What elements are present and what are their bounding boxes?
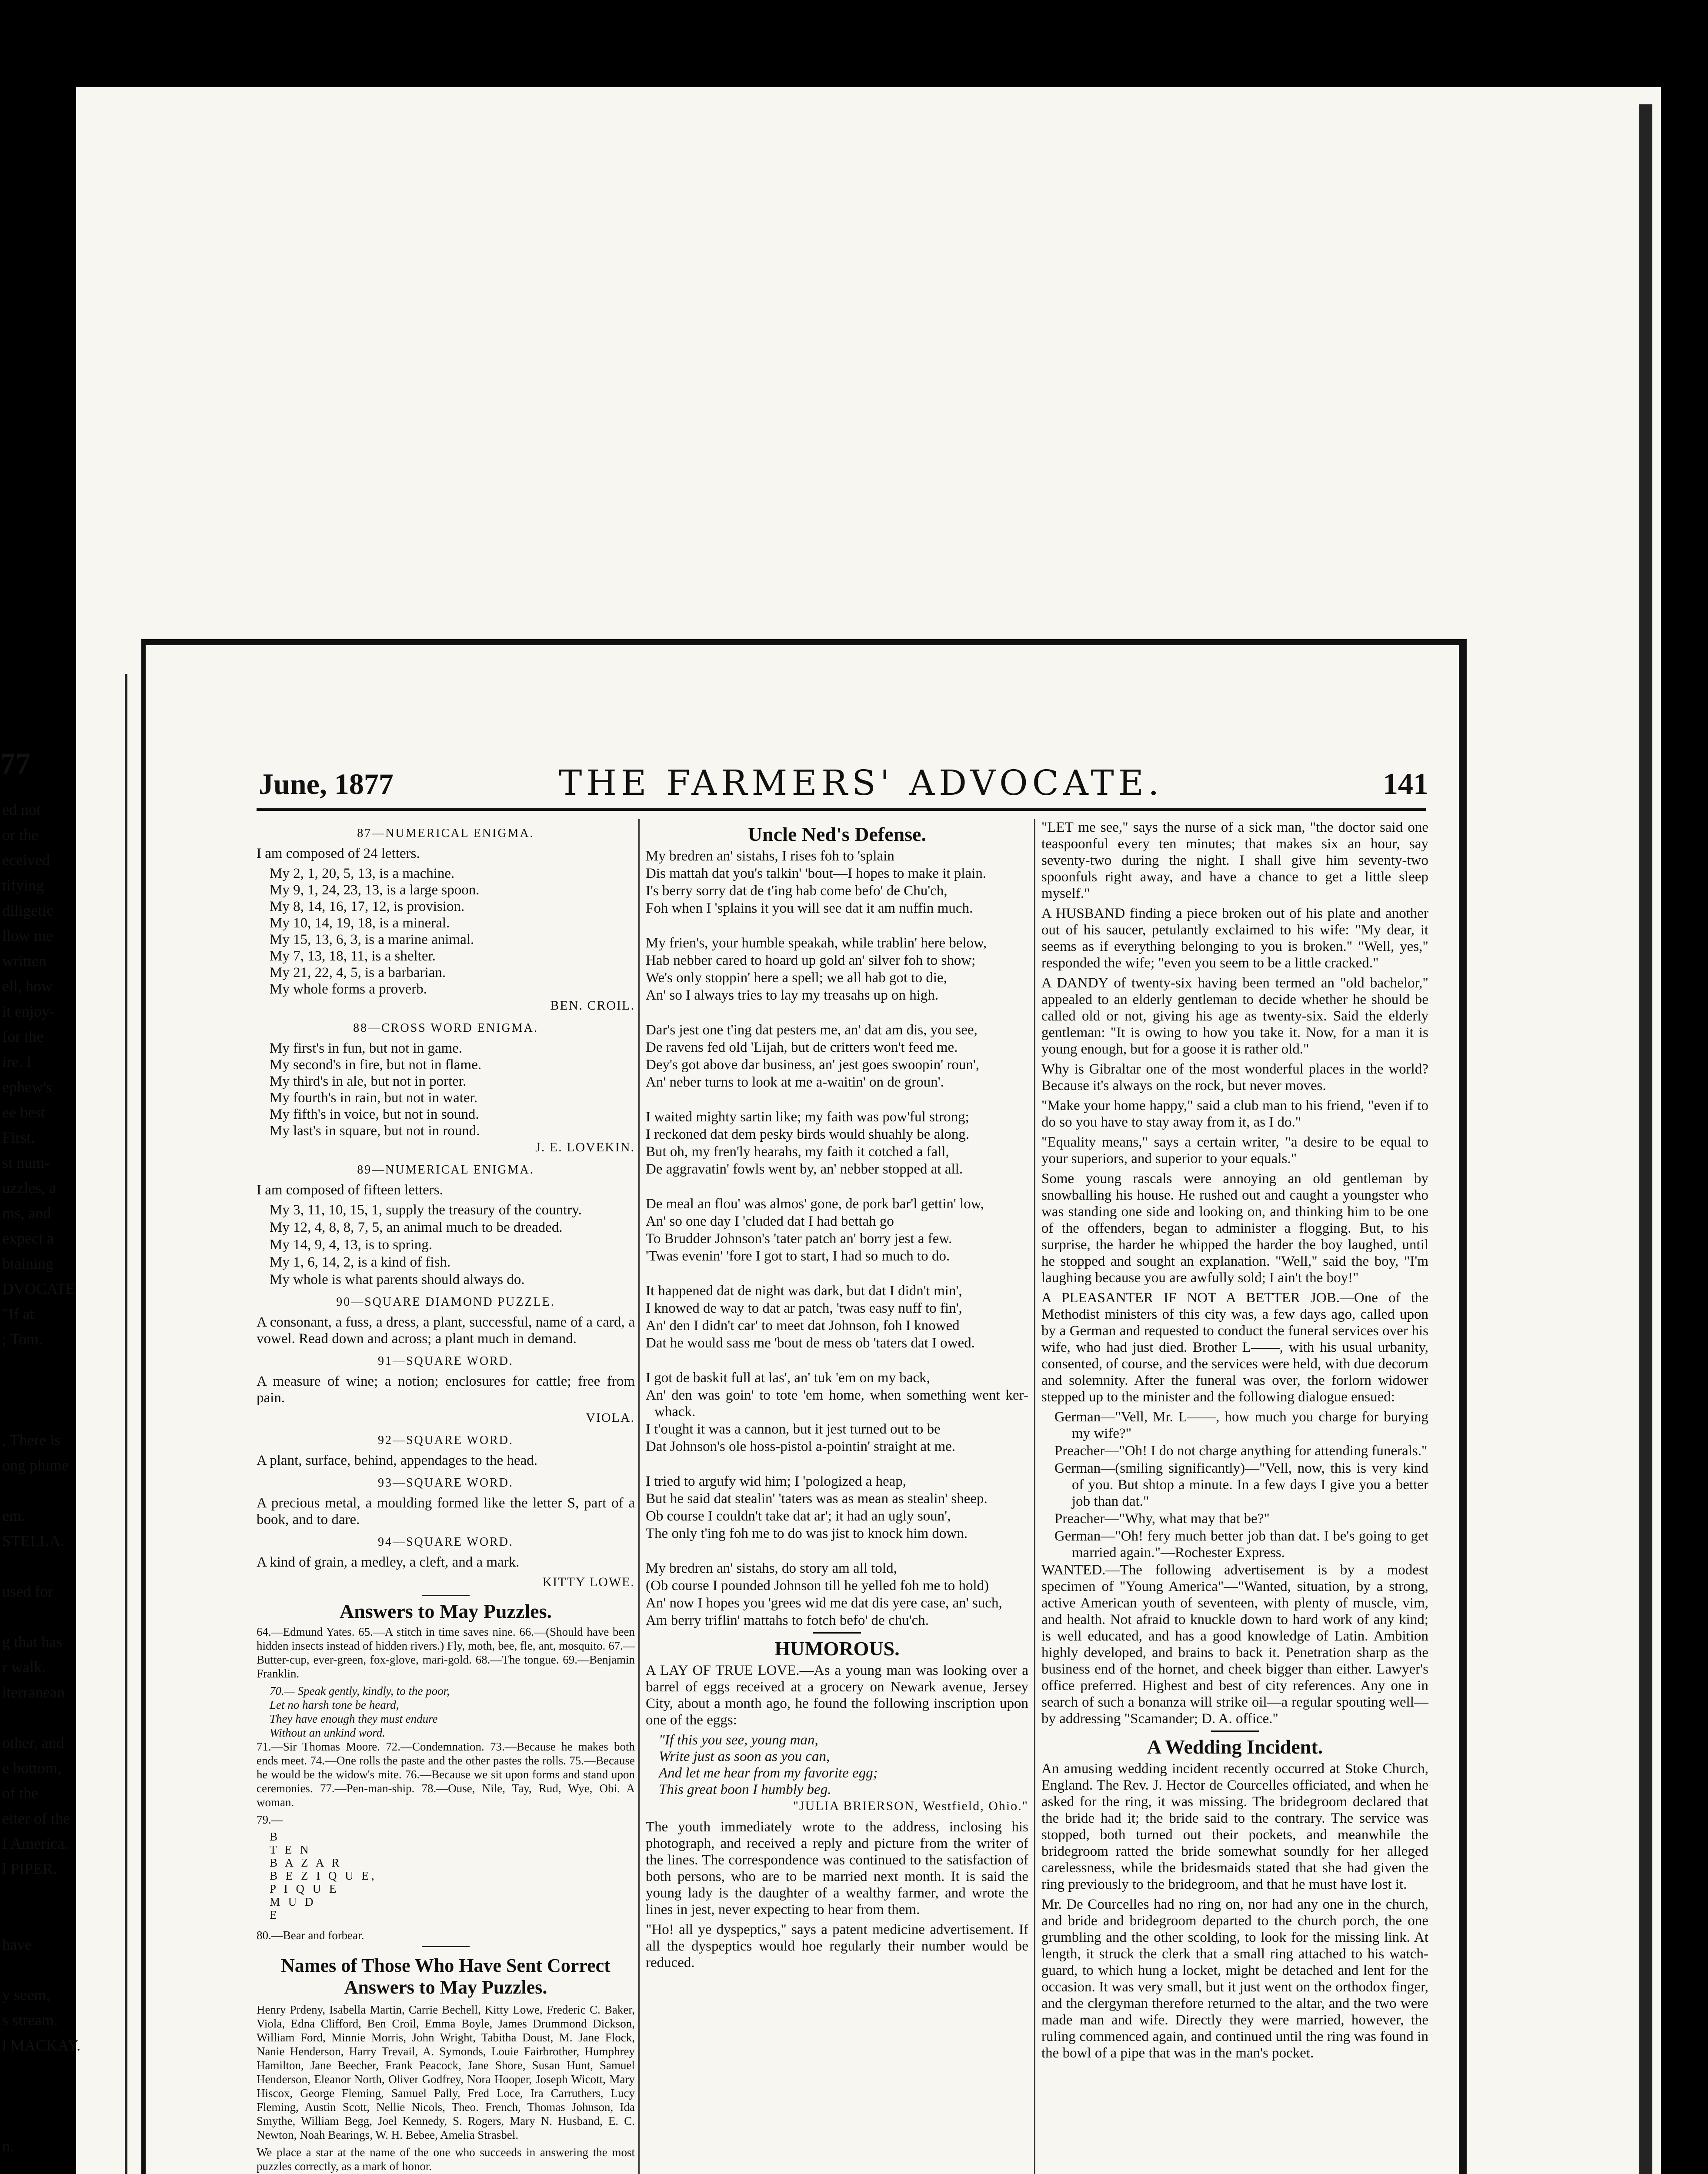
- masthead: [259, 763, 1428, 810]
- issue-date: June, 1877: [259, 767, 394, 800]
- puzzle-line: My 2, 1, 20, 5, 13, is a machine.: [270, 866, 455, 881]
- puzzle-line: My fourth's in rain, but not in water.: [270, 1090, 477, 1106]
- answers-text: 64.—Edmund Yates. 65.—A stitch in time saves nine. 66.—(Should have been hidden insects instead of hidden rivers.) Fly, moth, bee, fle, ant, mosquito. 67.—Butter-cup, ever-green, fox-glove, mari-gold. 68.—The tongue. 69.—Benjamin Franklin.: [257, 1625, 635, 1680]
- section-divider: [1211, 1731, 1259, 1732]
- previous-page-text: st num-: [2, 1154, 50, 1171]
- dialogue-line: German—"Oh! fery much better job than dat. I be's going to get married again."—Rochester Express.: [1054, 1528, 1428, 1560]
- dialogue-line: Preacher—"Oh! I do not charge anything for attending funerals.": [1054, 1443, 1428, 1459]
- puzzle-intro: I am composed of fifteen letters.: [257, 1182, 443, 1198]
- poem-line: Dis mattah dat you's talkin' 'bout—I hopes to make it plain.: [646, 866, 987, 881]
- previous-page-text: tifying: [2, 877, 44, 894]
- anecdote: Why is Gibraltar one of the most wonderful places in the world? Because it's always on the rock, but never moves.: [1041, 1061, 1428, 1094]
- poem-line: It happened dat de night was dark, but dat I didn't min',: [646, 1283, 962, 1299]
- previous-page-text: "If at: [2, 1305, 34, 1323]
- puzzle-heading: 90—SQUARE DIAMOND PUZZLE.: [336, 1295, 555, 1309]
- puzzle-line: My 1, 6, 14, 2, is a kind of fish.: [270, 1254, 451, 1270]
- poem-line: Dat Johnson's ole hoss-pistol a-pointin' straight at me.: [646, 1439, 956, 1454]
- previous-page-text: ire. I: [2, 1053, 32, 1070]
- humorous-heading: HUMOROUS.: [774, 1637, 900, 1660]
- puzzle-lines: [257, 1202, 635, 1288]
- inscription-line: And let me hear from my favorite egg;: [659, 1765, 878, 1781]
- previous-page-text: eceived: [2, 851, 50, 869]
- previous-page-text: for the: [2, 1028, 43, 1045]
- answer-verse: [257, 1684, 635, 1740]
- previous-page-text: btaining: [2, 1255, 53, 1272]
- column-rule: [638, 819, 640, 2174]
- answers-text: 80.—Bear and forbear.: [257, 1929, 364, 1942]
- diamond-row: P I Q U E: [270, 1882, 339, 1895]
- previous-page-text: g that has: [2, 1633, 62, 1651]
- answer-label: 79.—: [257, 1813, 283, 1826]
- puzzle-line: My second's in fire, but not in flame.: [270, 1057, 482, 1073]
- puzzle-heading: 94—SQUARE WORD.: [377, 1535, 514, 1549]
- poem-line: An' den was goin' to tote 'em home, when something went ker-whack.: [646, 1387, 1028, 1420]
- poem-line: An' so one day I 'cluded dat I had bettah go: [646, 1214, 894, 1229]
- previous-page-text: uzzles, a: [2, 1179, 56, 1197]
- poem-line: I tried to argufy wid him; I 'pologized a heap,: [646, 1474, 907, 1489]
- dialogue-line: German—(smiling significantly)—"Vell, now, this is very kind of you. But shtop a minute. In a few days I give you a better job than dat.": [1054, 1460, 1428, 1509]
- poem-line: De ravens fed old 'Lijah, but de critters won't feed me.: [646, 1040, 958, 1055]
- puzzle-line: My 7, 13, 18, 11, is a shelter.: [270, 948, 436, 964]
- poem-line: Ob course I couldn't take dat ar'; it had an ugly soun',: [646, 1508, 951, 1524]
- dialogue-line: Preacher—"Why, what may that be?": [1054, 1511, 1270, 1527]
- right-page-edge: [1639, 104, 1652, 2174]
- newspaper-title: THE FARMERS' ADVOCATE.: [559, 763, 1164, 803]
- anecdote: WANTED.—The following advertisement is by a modest specimen of "Young America"—"Wanted, situation, by a strong, active American youth of seventeen, with plenty of muscle, vim, and health. Not afraid to knuckle down to hard work of any kind; is well educated, and has a good knowledge of Latin. Ambition highly developed, and brains to back it. Penetration sharp as the business end of the hornet, and cheek bigger than either. Lawyer's office preferred. Highest and best of city references. Any one in search of such a bonanza will strike oil—a regular spouting well—by addressing "Scamander; D. A. office.": [1041, 1562, 1428, 1727]
- previous-page-text: ms, and: [2, 1204, 51, 1222]
- anecdote: The youth immediately wrote to the address, inclosing his photograph, and received a reply and picture from the writer of the lines. The correspondence was continued to the satisfaction of both persons, who are to be married next month. It is said the young lady is the daughter of a wealthy farmer, and wrote the lines in jest, never expecting to hear from them.: [646, 1819, 1028, 1917]
- puzzle-line: My 8, 14, 16, 17, 12, is provision.: [270, 899, 465, 914]
- poem-line: [646, 1265, 1028, 1282]
- inscription-line: "If this you see, young man,: [659, 1732, 818, 1748]
- page-number: 141: [1383, 767, 1428, 801]
- previous-page-text: used for: [2, 1583, 53, 1600]
- column-2: [646, 819, 1028, 1974]
- poem-line: I's berry sorry dat de t'ing hab come befo' de Chu'ch,: [646, 883, 947, 899]
- diamond-puzzle-answer: [257, 1830, 635, 1921]
- puzzle-line: My 10, 14, 19, 18, is a mineral.: [270, 915, 450, 931]
- previous-page-text: diligetic: [2, 902, 53, 919]
- previous-page-text: have: [2, 1936, 32, 1953]
- poem-line: But oh, my fren'ly hearahs, my faith it cotched a fall,: [646, 1144, 949, 1160]
- dialogue: [1041, 1409, 1428, 1561]
- puzzle-text: A measure of wine; a notion; enclosures for cattle; free from pain.: [257, 1374, 635, 1406]
- answers-text: 71.—Sir Thomas Moore. 72.—Condemnation. 73.—Because he makes both ends meet. 74.—One rolls the paste and the other pastes the rolls. 75.—Because he would be the widow's mite. 76.—Because we sit upon forms and stand upon ceremonies. 77.—Pen-man-ship. 78.—Ouse, Nile, Tay, Rud, Wye, Obi. A woman.: [257, 1740, 635, 1809]
- previous-page-text: or the: [2, 826, 38, 844]
- inscription-line: Write just as soon as you can,: [659, 1749, 830, 1764]
- poem-line: Hab nebber cared to hoard up gold an' silver foh to show;: [646, 953, 976, 968]
- section-divider: [813, 1632, 861, 1634]
- poem-line: I reckoned dat dem pesky birds would shuahly be along.: [646, 1127, 970, 1142]
- previous-page-text: ; Tom.: [2, 1330, 43, 1348]
- names-list: Henry Prdeny, Isabella Martin, Carrie Bechell, Kitty Lowe, Frederic C. Baker, Viola, Edna Clifford, Ben Croil, Emma Boyle, James Drummond Dickson, William Ford, Minnie Morris, John Wright, Tabitha Doust, M. Jane Flock, Nanie Henderson, Harry Trevail, A. Symonds, Louie Fairbrother, Humphrey Hamilton, Jane Beecher, Frank Peacock, Jane Shore, Susan Hunt, Samuel Henderson, Eleanor North, Oliver Godfrey, Nora Hooper, Joseph Wicott, Mary Hiscox, George Fleming, Samuel Pally, Fred Loce, Ira Carruthers, Lucy Fleming, Austin Scott, Nellie Nicols, Theo. French, Thomas Johnson, Ida Smythe, William Begg, Joel Kennedy, S. Rogers, Mary N. Husband, E. C. Newton, Noah Bearings, W. H. Bebee, Amelia Strasbel.: [257, 2003, 635, 2141]
- puzzle-intro: I am composed of 24 letters.: [257, 846, 420, 861]
- anecdote: "Equality means," says a certain writer, "a desire to be equal to your superiors, and superior to your equals.": [1041, 1134, 1428, 1167]
- poem-line: [646, 1352, 1028, 1369]
- puzzle-signature: VIOLA.: [586, 1410, 635, 1425]
- puzzle-signature: J. E. LOVEKIN.: [535, 1140, 635, 1154]
- anecdote: A HUSBAND finding a piece broken out of his plate and another out of his saucer, petulantly exclaimed to his wife: "My dear, it seems as if everything belonging to you is broken." "Well, yes," responded the wife; "even you seem to be a little cracked.": [1041, 906, 1428, 971]
- poem-line: An' den I didn't car' to meet dat Johnson, foh I knowed: [646, 1318, 960, 1334]
- previous-page-text: ong plume: [2, 1457, 69, 1474]
- previous-page-text: etter of the: [2, 1810, 70, 1827]
- egg-inscription: [646, 1732, 1028, 1798]
- poem-line: Am berry triflin' mattahs to fotch befo' de chu'ch.: [646, 1613, 929, 1628]
- diamond-row: T E N: [270, 1843, 311, 1856]
- column-3: [1041, 819, 1428, 2065]
- previous-page-text: STELLA.: [2, 1532, 64, 1550]
- puzzle-heading: 91—SQUARE WORD.: [377, 1354, 514, 1368]
- article-paragraph: Mr. De Courcelles had no ring on, nor had any one in the church, and bride and bridegroom departed to the church porch, the one grumbling and the other scolding, to look for the missing link. At length, it struck the clerk that a small ring attached to his watch-guard, to which hung a locket, might be detached and lent for the occasion. It was very small, but it just went on the orthodox finger, and the clergyman therefore returned to the altar, and the two were made man and wife. Directly they were married, however, the ruling commenced again, and continued until the ring was found in the bowl of a pipe that was in the man's pocket.: [1041, 1897, 1428, 2061]
- poem-line: My frien's, your humble speakah, while trablin' here below,: [646, 935, 987, 951]
- puzzle-line: My fifth's in voice, but not in sound.: [270, 1107, 479, 1122]
- wedding-heading: A Wedding Incident.: [1147, 1736, 1323, 1758]
- poem-line: I knowed de way to dat ar patch, 'twas easy nuff to fin',: [646, 1300, 962, 1316]
- puzzle-line: My whole forms a proverb.: [270, 981, 427, 997]
- previous-page-text: llow me: [2, 927, 53, 944]
- previous-page-text: s stream.: [2, 2011, 58, 2029]
- puzzle-signature: KITTY LOWE.: [542, 1575, 635, 1589]
- article-paragraph: An amusing wedding incident recently occurred at Stoke Church, England. The Rev. J. Hector de Courcelles officiated, and when he asked for the ring, it was missing. The bridegroom declared that the bride had it; the bride said to the contrary. The service was stopped, both turned out their pockets, and meanwhile the bridegroom ratted the bride somewhat soundly for her alleged carelessness, while the bridesmaids stated that she had given the ring previously to the bridegroom, and that he must have lost it.: [1041, 1761, 1428, 1892]
- previous-page-text: ephew's: [2, 1078, 52, 1096]
- poem-line: An' neber turns to look at me a-waitin' on de groun'.: [646, 1074, 944, 1090]
- diamond-row: B A Z A R: [270, 1856, 342, 1869]
- anecdote: "Make your home happy," said a club man to his friend, "even if to do so you have to stay away from it, as I do.": [1041, 1098, 1428, 1130]
- previous-page-text: f America.: [2, 1835, 68, 1852]
- poem-line: [646, 1543, 1028, 1559]
- puzzle-heading: 93—SQUARE WORD.: [377, 1476, 514, 1490]
- right-scan-border: [1661, 0, 1708, 2174]
- previous-page-number: 77: [0, 747, 30, 780]
- puzzle-lines: [257, 1040, 635, 1139]
- anecdote: A PLEASANTER IF NOT A BETTER JOB.—One of the Methodist ministers of this city was, a few days ago, called upon by a German and requested to conduct the funeral services over his wife, who had just died. Brother L——, with his usual urbanity, consented, of course, and the services were held, with due decorum and solemnity. After the funeral was over, the forlorn widower stepped up to the minister and the following dialogue ensued:: [1041, 1290, 1428, 1405]
- puzzle-heading: 89—NUMERICAL ENIGMA.: [357, 1163, 534, 1177]
- poem-line: De meal an flou' was almos' gone, de pork bar'l gettin' low,: [646, 1196, 984, 1212]
- diamond-row: B E Z I Q U E,: [270, 1869, 377, 1882]
- poem-line: I waited mighty sartin like; my faith was pow'ful strong;: [646, 1109, 969, 1125]
- previous-page-text: of the: [2, 1784, 38, 1802]
- previous-page-text: ell, how: [2, 977, 53, 995]
- poem-line: An' now I hopes you 'grees wid me dat dis yere case, an' such,: [646, 1595, 1002, 1611]
- poem-line: We's only stoppin' here a spell; we all hab got to die,: [646, 970, 947, 986]
- poem-line: But he said dat stealin' 'taters was as mean as stealin' sheep.: [646, 1491, 987, 1507]
- verse-line: Let no harsh tone be heard,: [270, 1698, 399, 1711]
- previous-page-text: ed not: [2, 801, 41, 818]
- poem-line: My bredren an' sistahs, do story am all told,: [646, 1560, 897, 1576]
- puzzle-line: My 15, 13, 6, 3, is a marine animal.: [270, 932, 474, 947]
- poem-line: [646, 1004, 1028, 1021]
- poem-line: My bredren an' sistahs, I rises foh to 'splain: [646, 848, 894, 864]
- puzzle-text: A kind of grain, a medley, a cleft, and a mark.: [257, 1554, 520, 1570]
- puzzle-lines: [257, 865, 635, 997]
- verse-line: 70.— Speak gently, kindly, to the poor,: [270, 1684, 450, 1697]
- puzzle-text: A consonant, a fuss, a dress, a plant, successful, name of a card, a vowel. Read down and across; a plant much in demand.: [257, 1314, 635, 1347]
- poem-line: Dey's got above dar business, an' jest goes swoopin' roun',: [646, 1057, 980, 1073]
- poem-line: The only t'ing foh me to do was jist to knock him down.: [646, 1526, 968, 1541]
- poem-line: To Brudder Johnson's 'tater patch an' borry jest a few.: [646, 1231, 952, 1247]
- verse-line: Without an unkind word.: [270, 1726, 386, 1739]
- puzzle-line: My 9, 1, 24, 23, 13, is a large spoon.: [270, 882, 480, 898]
- anecdote: A DANDY of twenty-six having been termed an "old bachelor," appealed to an elderly gentleman to decide whether he should be called old or not, giving his age as twenty-six. Said the elderly gentleman: "It is owing to how you take it. Now, for a man it is young enough, but for a goose it is rather old.": [1041, 975, 1428, 1057]
- puzzle-line: My first's in fun, but not in game.: [270, 1040, 463, 1056]
- diamond-row: B: [270, 1830, 280, 1843]
- previous-page-text: DVOCATE: [2, 1280, 75, 1297]
- previous-page-text: e bottom,: [2, 1759, 61, 1777]
- previous-page-text: r walk.: [2, 1658, 46, 1676]
- previous-page-text: expect a: [2, 1230, 54, 1247]
- diamond-row: E: [270, 1908, 280, 1921]
- section-divider: [422, 1946, 470, 1947]
- puzzle-text: A plant, surface, behind, appendages to the head.: [257, 1453, 538, 1468]
- inscription-line: This great boon I humbly beg.: [659, 1782, 831, 1797]
- poem-line: [646, 1178, 1028, 1195]
- puzzle-line: My 3, 11, 10, 15, 1, supply the treasury of the country.: [270, 1202, 582, 1218]
- puzzle-line: My last's in square, but not in round.: [270, 1123, 480, 1139]
- puzzle-line: My third's in ale, but not in porter.: [270, 1074, 467, 1089]
- previous-page-text: l MACKAY.: [2, 2037, 81, 2054]
- verse-line: They have enough they must endure: [270, 1712, 438, 1725]
- previous-page-text: , There is: [2, 1431, 61, 1449]
- puzzle-heading: 92—SQUARE WORD.: [377, 1434, 514, 1447]
- previous-page-text: other, and: [2, 1734, 64, 1751]
- poem-line: (Ob course I pounded Johnson till he yelled foh me to hold): [646, 1578, 989, 1594]
- poem-line: I t'ought it was a cannon, but it jest turned out to be: [646, 1421, 941, 1437]
- section-divider: [422, 1595, 470, 1596]
- previous-page-text: em.: [2, 1507, 25, 1524]
- previous-page-rule: [125, 674, 127, 2174]
- poem-line: Foh when I 'splains it you will see dat it am nuffin much.: [646, 900, 973, 916]
- previous-page-text: First,: [2, 1129, 35, 1146]
- diamond-row: M U D: [270, 1895, 316, 1908]
- previous-page-fragment: [0, 652, 126, 2174]
- puzzle-heading: 87—NUMERICAL ENIGMA.: [357, 827, 534, 840]
- puzzle-line: My 21, 22, 4, 5, is a barbarian.: [270, 965, 446, 980]
- poem-line: [646, 1091, 1028, 1108]
- poem-line: Dat he would sass me 'bout de mess ob 'taters dat I owed.: [646, 1335, 975, 1351]
- poem-line: De aggravatin' fowls went by, an' nebber stopped at all.: [646, 1161, 963, 1177]
- previous-page-text: l PIPER.: [2, 1860, 57, 1877]
- previous-page-text: it enjoy-: [2, 1003, 55, 1020]
- names-note: We place a star at the name of the one who succeeds in answering the most puzzles correctly, as a mark of honor.: [257, 2146, 635, 2173]
- newspaper-page: [141, 639, 1463, 2174]
- dialogue-line: German—"Vell, Mr. L——, how much you charge for burying my wife?": [1054, 1409, 1428, 1441]
- puzzle-line: My 12, 4, 8, 8, 7, 5, an animal much to be dreaded.: [270, 1220, 563, 1235]
- anecdote: "LET me see," says the nurse of a sick man, "the doctor said one teaspoonful every ten minutes; that makes six an hour, say seventy-two during the night. I shall give him seventy-two spoonfuls right away, and have a chance to get a little sleep myself.": [1041, 820, 1428, 901]
- puzzle-signature: BEN. CROIL.: [550, 998, 635, 1013]
- previous-page-text: y seem,: [2, 1986, 50, 2004]
- poem-line: 'Twas evenin' 'fore I got to start, I had so much to do.: [646, 1248, 950, 1264]
- puzzle-line: My 14, 9, 4, 13, is to spring.: [270, 1237, 433, 1253]
- previous-page-text: written: [2, 952, 47, 970]
- poem-line: [646, 1456, 1028, 1472]
- poem-title: Uncle Ned's Defense.: [747, 823, 927, 845]
- answers-heading: Answers to May Puzzles.: [339, 1600, 552, 1622]
- anecdote: A LAY OF TRUE LOVE.—As a young man was looking over a barrel of eggs received at a grocery on Newark avenue, Jersey City, about a month ago, he found the following inscription upon one of the eggs:: [646, 1663, 1028, 1728]
- inscription-signature: "JULIA BRIERSON, Westfield, Ohio.": [793, 1799, 1028, 1813]
- poem-line: [646, 917, 1028, 934]
- poem-line: Dar's jest one t'ing dat pesters me, an' dat am dis, you see,: [646, 1022, 977, 1038]
- poem-line: An' so I always tries to lay my treasahs up on high.: [646, 987, 939, 1003]
- previous-page-text: ee best: [2, 1104, 45, 1121]
- column-1: [257, 819, 635, 2174]
- masthead-rule: [257, 808, 1426, 811]
- poem-line: I got de baskit full at las', an' tuk 'em on my back,: [646, 1370, 930, 1386]
- poem-body: [646, 848, 1028, 1629]
- names-heading: Names of Those Who Have Sent Correct Answers to May Puzzles.: [281, 1955, 610, 1998]
- puzzle-line: My whole is what parents should always do.: [270, 1272, 525, 1287]
- anecdote: Some young rascals were annoying an old gentleman by snowballing his house. He rushed out and caught a youngster who was standing one side and looking on, and thinking him to be one of the offenders, began to administer a flogging. But, to his surprise, the harder he whipped the harder the boy laughed, until he stopped and sought an explanation. "Well," said the boy, "I'm laughing because you are awfully sold; I ain't the boy!": [1041, 1171, 1428, 1286]
- previous-page-text: n.: [2, 2137, 14, 2155]
- column-rule: [1034, 819, 1035, 2174]
- puzzle-text: A precious metal, a moulding formed like the letter S, part of a book, and to dare.: [257, 1495, 635, 1527]
- anecdote: "Ho! all ye dyspeptics," says a patent medicine advertisement. If all the dyspeptics would hoe regularly their number would be reduced.: [646, 1922, 1028, 1971]
- previous-page-text: iterranean: [2, 1684, 65, 1701]
- puzzle-heading: 88—CROSS WORD ENIGMA.: [353, 1021, 538, 1035]
